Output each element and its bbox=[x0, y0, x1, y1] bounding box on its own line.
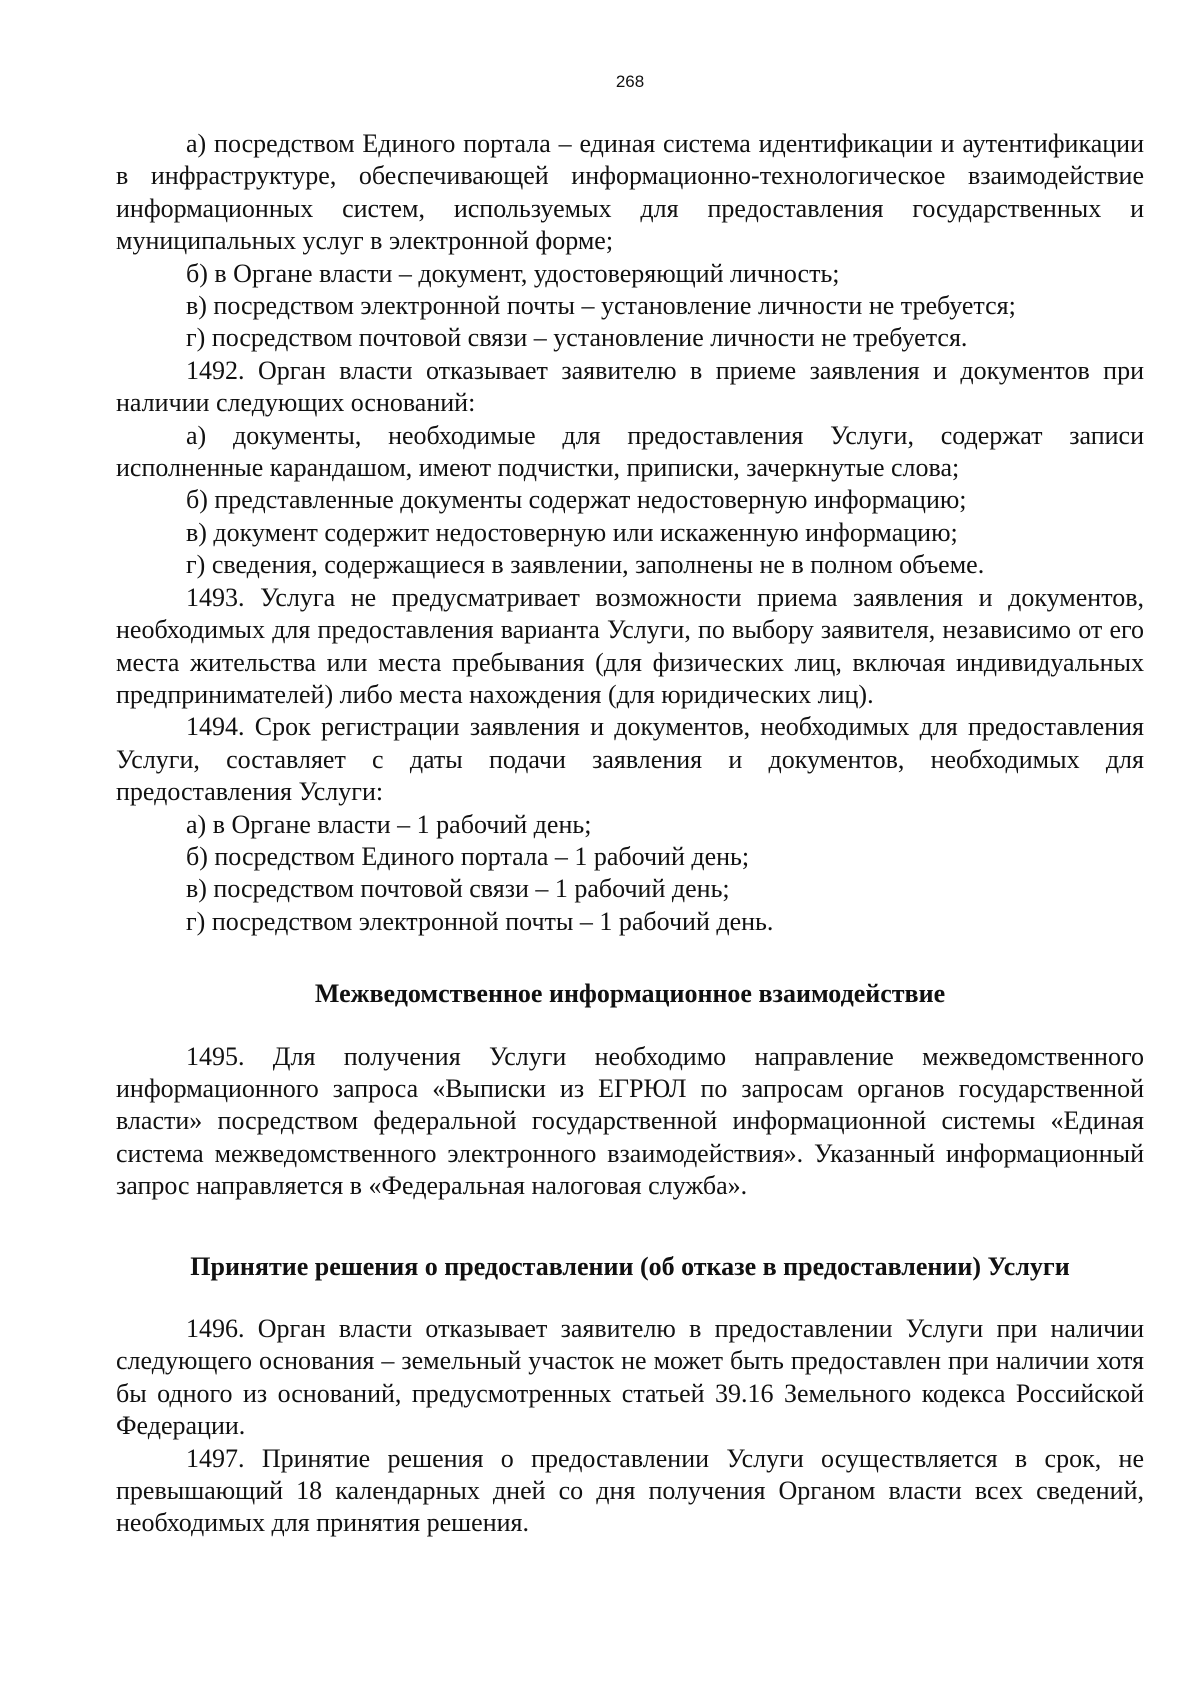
paragraph: а) документы, необходимые для предоставления Услуги, содержат записи исполненные карандашом, имеют подчистки, приписки, зачеркнутые слова; bbox=[116, 420, 1144, 483]
paragraph: г) посредством электронной почты – 1 рабочий день. bbox=[186, 906, 774, 936]
paragraph-1497: 1497. Принятие решения о предоставлении Услуги осуществляется в срок, не превышающий 18 календарных дней со дня получения Органом власти всех сведений, необходимых для принятия решения. bbox=[116, 1443, 1144, 1538]
paragraph: б) в Органе власти – документ, удостоверяющий личность; bbox=[186, 258, 840, 288]
paragraph-1496: 1496. Орган власти отказывает заявителю в предоставлении Услуги при наличии следующего основания – земельный участок не может быть предоставлен при наличии хотя бы одного из оснований, предусмотренных статьей 39.16 Земельного кодекса Российской Федерации. bbox=[116, 1314, 1144, 1441]
paragraph: а) в Органе власти – 1 рабочий день; bbox=[186, 809, 592, 839]
paragraph-1495: 1495. Для получения Услуги необходимо направление межведомственного информационного запроса «Выписки из ЕГРЮЛ по запросам органов государственной власти» посредством федеральной государственной информационной системы «Единая система межведомственного электронного взаимодействия». Указанный информационный запрос направляется в «Федеральная налоговая служба». bbox=[116, 1041, 1144, 1201]
paragraph: г) сведения, содержащиеся в заявлении, заполнены не в полном объеме. bbox=[186, 550, 985, 580]
section-heading-interagency: Межведомственное информационное взаимодействие bbox=[314, 979, 946, 1009]
page-number: 268 bbox=[615, 72, 645, 91]
paragraph: в) документ содержит недостоверную или искаженную информацию; bbox=[186, 517, 958, 547]
paragraph: г) посредством почтовой связи – установление личности не требуется. bbox=[186, 323, 968, 353]
paragraph: 1492. Орган власти отказывает заявителю в приеме заявления и документов при наличии следующих оснований: bbox=[116, 355, 1144, 418]
section-heading-decision: Принятие решения о предоставлении (об отказе в предоставлении) Услуги bbox=[190, 1251, 1070, 1281]
paragraph: б) представленные документы содержат недостоверную информацию; bbox=[186, 485, 967, 515]
paragraph: 1494. Срок регистрации заявления и документов, необходимых для предоставления Услуги, составляет с даты подачи заявления и документов, необходимых для предоставления Услуги: bbox=[116, 712, 1144, 807]
paragraph: а) посредством Единого портала – единая система идентификации и аутентификации в инфраструктуре, обеспечивающей информационно-технологическое взаимодействие информационных систем, используемых для предоставления государственных и муниципальных услуг в электронной форме; bbox=[116, 129, 1144, 256]
paragraph: б) посредством Единого портала – 1 рабочий день; bbox=[186, 841, 750, 871]
paragraph: в) посредством электронной почты – установление личности не требуется; bbox=[186, 291, 1016, 321]
paragraph: в) посредством почтовой связи – 1 рабочий день; bbox=[186, 874, 730, 904]
paragraph: 1493. Услуга не предусматривает возможности приема заявления и документов, необходимых для предоставления варианта Услуги, по выбору заявителя, независимо от его места жительства или места пребывания (для физических лиц, включая индивидуальных предпринимателей) либо места нахождения (для юридических лиц). bbox=[116, 582, 1144, 709]
document-body bbox=[116, 128, 1144, 1540]
